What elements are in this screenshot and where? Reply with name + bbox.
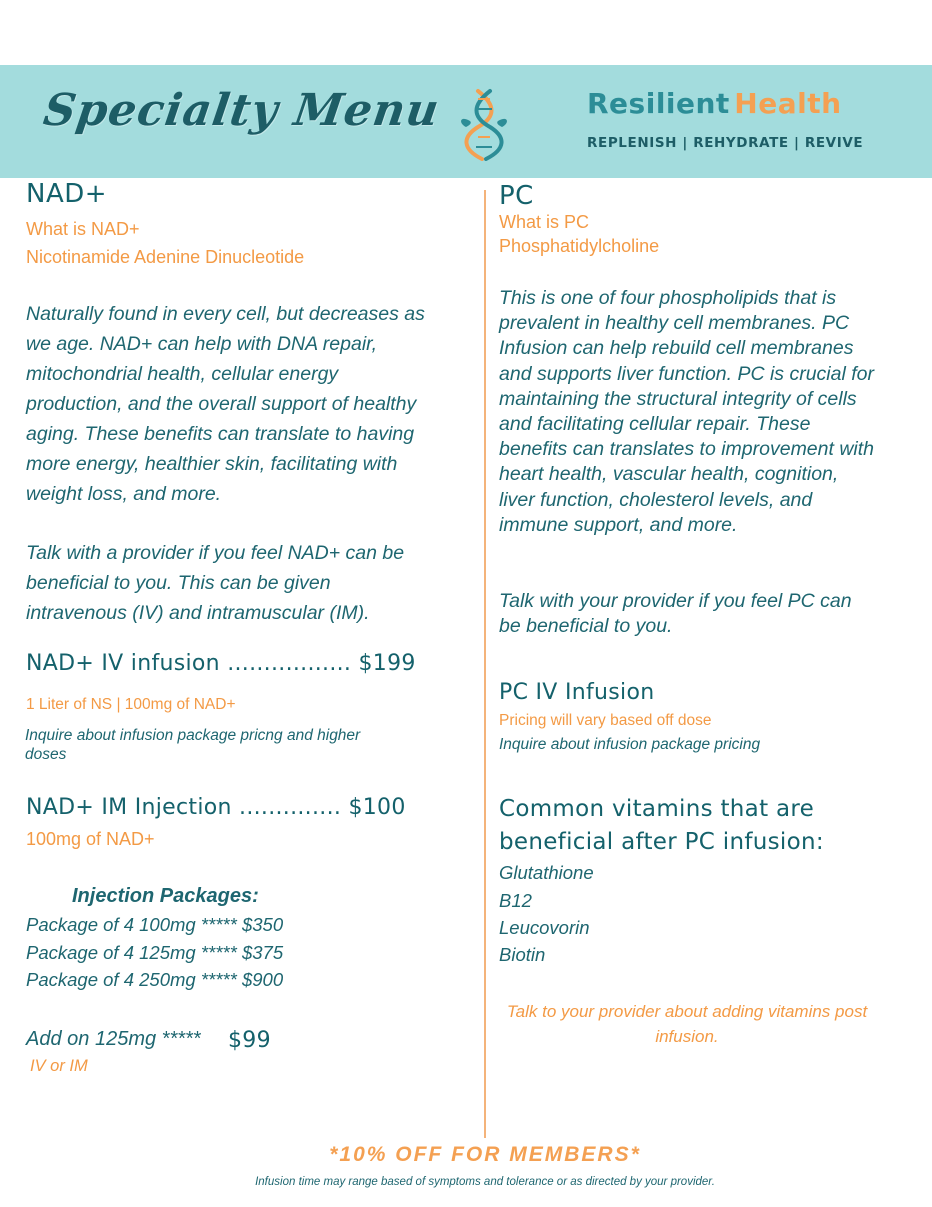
pc-talk-provider: Talk with your provider if you feel PC can be beneficial to you. — [499, 590, 852, 638]
vitamin-item: Glutathione — [499, 862, 594, 883]
package-item: Package of 4 250mg ***** $900 — [26, 969, 284, 990]
nad-what-is: What is NAD+ — [26, 219, 140, 239]
nad-full-name: Nicotinamide Adenine Dinucleotide — [26, 247, 305, 267]
addon-label: Add on 125mg ***** — [26, 1028, 201, 1050]
vitamins-note: Talk to your provider about adding vitamins post infusion. — [506, 1002, 868, 1046]
package-item: Package of 4 125mg ***** $375 — [26, 942, 284, 963]
pc-iv-heading: PC IV Infusion — [499, 680, 655, 705]
addon-route: IV or IM — [30, 1057, 88, 1075]
pc-pricing-note: Pricing will vary based off dose — [499, 712, 712, 729]
infusion-footnote: Infusion time may range based of symptoms and tolerance or as directed by your provider. — [255, 1176, 715, 1188]
nad-iv-inquire: Inquire about infusion package pricng and higher doses — [25, 727, 361, 763]
header-band — [0, 65, 932, 178]
packages-heading: Injection Packages: — [72, 885, 259, 907]
addon-price: $99 — [228, 1028, 271, 1053]
nad-im-price: NAD+ IM Injection .............. $100 — [26, 795, 406, 820]
dna-leaf-icon — [456, 87, 512, 161]
page-title: Specialty Menu — [40, 85, 443, 136]
vitamin-item: Leucovorin — [499, 917, 590, 938]
pc-heading: PC — [499, 181, 534, 211]
package-item: Package of 4 100mg ***** $350 — [26, 914, 284, 935]
pc-inquire: Inquire about infusion package pricing — [499, 736, 761, 753]
pc-full-name: Phosphatidylcholine — [499, 236, 660, 256]
nad-heading: NAD+ — [26, 179, 108, 209]
column-divider — [484, 190, 486, 1138]
brand-name-first: Resilient — [587, 87, 730, 120]
brand-logo-text — [587, 87, 842, 120]
nad-description: Naturally found in every cell, but decreases as we age. NAD+ can help with DNA repair, mitochondrial health, cellular energy production, and the overall support of healthy aging. These benefits can translate to having more energy, healthier skin, facilitating with weight loss, and more. — [26, 303, 425, 505]
members-discount: *10% OFF FOR MEMBERS* — [329, 1143, 641, 1166]
nad-iv-detail: 1 Liter of NS | 100mg of NAD+ — [26, 696, 236, 713]
pc-description: This is one of four phospholipids that is prevalent in healthy cell membranes. PC Infusion can help rebuild cell membranes and supports liver function. PC is crucial for maintaining the structural integrity of cells and facilitating cellular repair. These benefits can translates to improvement with heart health, vascular health, cognition, liver function, cholesterol levels, and immune support, and more. — [499, 287, 875, 536]
brand-tagline: REPLENISH | REHYDRATE | REVIVE — [587, 135, 864, 151]
vitamin-item: Biotin — [499, 944, 546, 965]
nad-im-detail: 100mg of NAD+ — [26, 829, 155, 849]
brand-name-second: Health — [734, 87, 842, 120]
pc-what-is: What is PC — [499, 212, 590, 232]
nad-talk-provider: Talk with a provider if you feel NAD+ can be beneficial to you. This can be given intravenous (IV) and intramuscular (IM). — [26, 542, 405, 624]
vitamin-item: B12 — [499, 890, 532, 911]
vitamins-heading: Common vitamins that are beneficial after PC infusion: — [499, 796, 824, 855]
nad-iv-price: NAD+ IV infusion ................. $199 — [26, 651, 416, 676]
